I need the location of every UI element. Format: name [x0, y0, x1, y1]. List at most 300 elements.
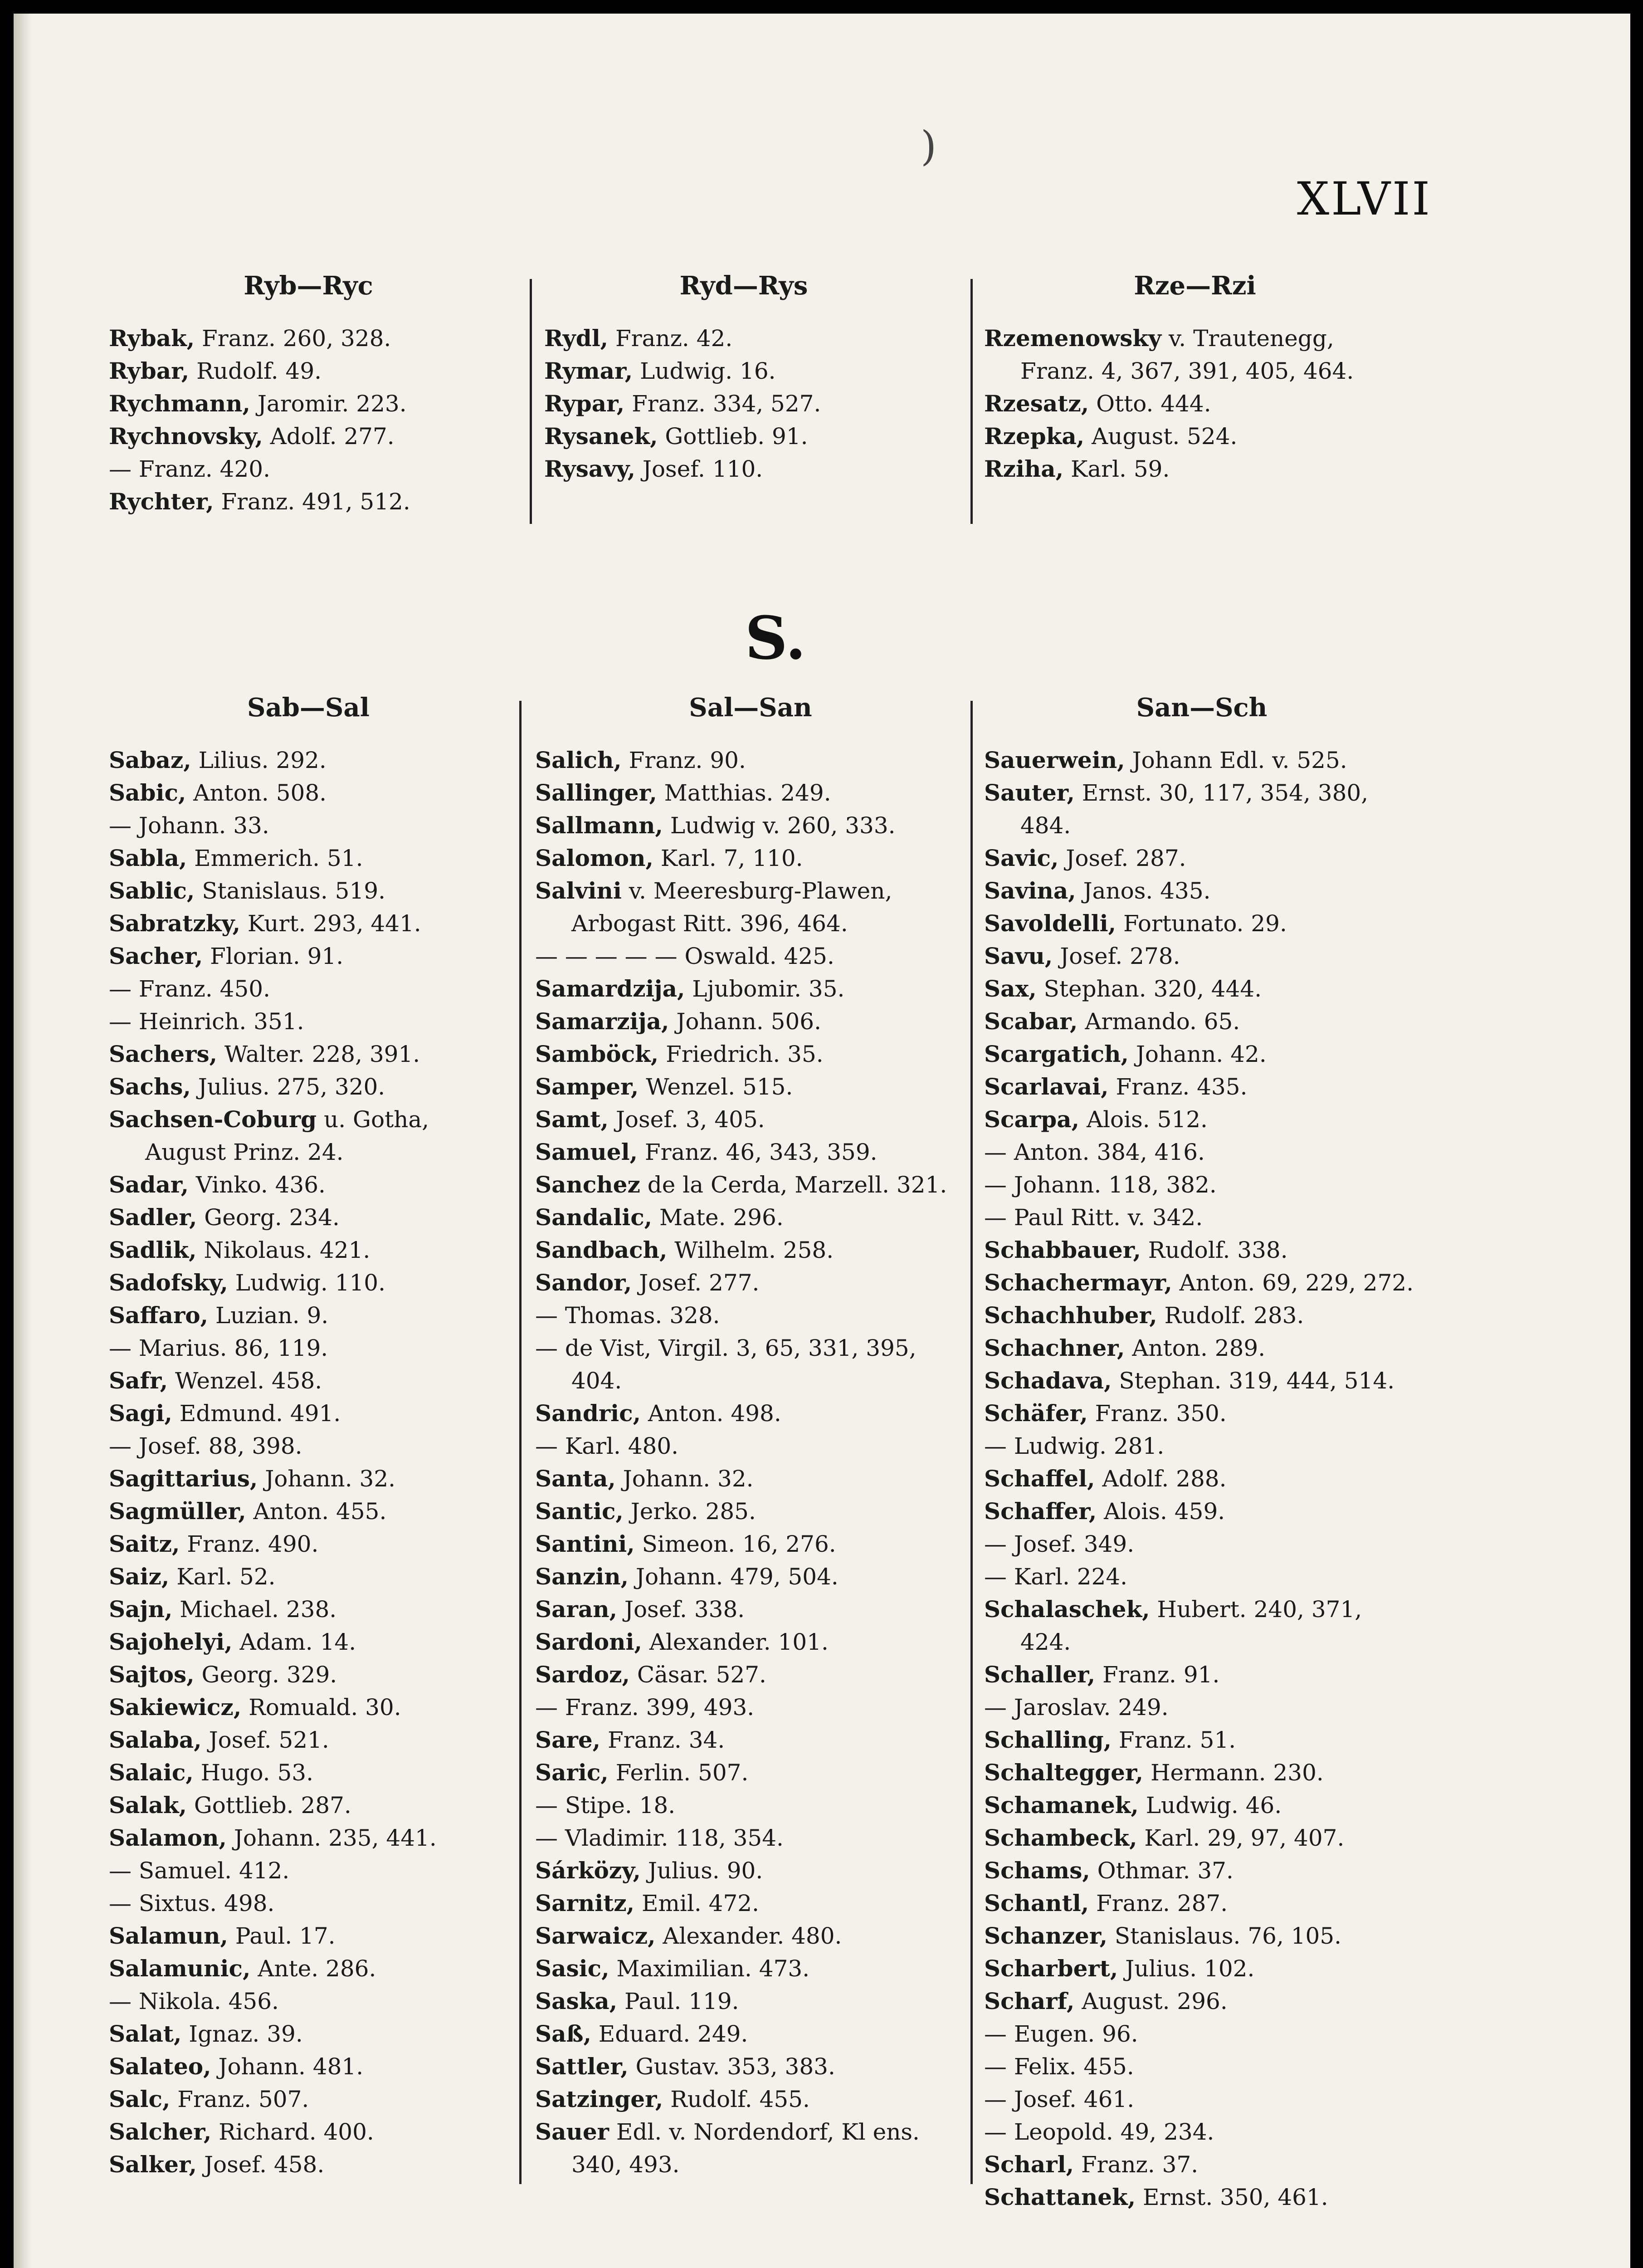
index-entry: [535, 1854, 966, 1887]
entry-surname: Rypar,: [544, 390, 625, 417]
entry-details: Anton. 69, 229, 272.: [1172, 1270, 1414, 1296]
index-entry: [109, 1462, 508, 1495]
index-entry: [535, 1724, 966, 1756]
entry-surname: Rybar,: [109, 357, 190, 384]
entry-details: Jerko. 285.: [623, 1498, 756, 1525]
entry-list: [984, 744, 1419, 2214]
index-entry: [109, 453, 508, 485]
entry-surname: Schabbauer,: [984, 1237, 1141, 1263]
entry-surname: Saran,: [535, 1596, 618, 1623]
index-entry: [984, 1038, 1419, 1070]
index-entry: [535, 1920, 966, 1952]
entry-details: — Anton. 384, 416.: [984, 1139, 1205, 1165]
index-entry: [109, 1299, 508, 1332]
bottom-column-2: [535, 689, 966, 2181]
index-entry: [535, 1626, 966, 1658]
entry-details: Wenzel. 458.: [168, 1368, 322, 1394]
entry-details: Rudolf. 283.: [1157, 1302, 1304, 1329]
index-entry: [535, 1462, 966, 1495]
entry-details: Karl. 52.: [169, 1564, 276, 1590]
entry-details: Karl. 7, 110.: [653, 845, 803, 871]
entry-list: [535, 744, 966, 2181]
index-entry: [535, 1299, 966, 1332]
index-entry: [109, 1528, 508, 1560]
entry-surname: Sachers,: [109, 1041, 218, 1067]
index-entry: [109, 2116, 508, 2148]
entry-details: Franz. 334, 527.: [624, 391, 821, 417]
entry-details: Romuald. 30.: [241, 1694, 401, 1721]
index-entry: [535, 1266, 966, 1299]
entry-surname: Samt,: [535, 1106, 609, 1133]
entry-details: Hubert. 240, 371, 424.: [1020, 1596, 1362, 1655]
entry-details: Johann. 481.: [211, 2053, 364, 2080]
entry-details: Janos. 435.: [1076, 878, 1211, 904]
entry-details: Franz. 507.: [170, 2086, 309, 2112]
entry-details: Karl. 29, 97, 407.: [1137, 1825, 1345, 1851]
entry-details: Rudolf. 49.: [189, 358, 322, 384]
entry-surname: Sadler,: [109, 1204, 197, 1231]
index-entry: [984, 1430, 1419, 1462]
entry-surname: Salamon,: [109, 1824, 227, 1851]
index-entry: [984, 842, 1419, 875]
entry-details: — Eugen. 96.: [984, 2021, 1138, 2047]
index-entry: [109, 1593, 508, 1626]
entry-surname: Schachner,: [984, 1334, 1125, 1361]
entry-surname: Saffaro,: [109, 1302, 209, 1329]
index-entry: [109, 1691, 508, 1724]
index-entry: [544, 355, 943, 387]
index-entry: [109, 1103, 508, 1168]
index-entry: [984, 1854, 1419, 1887]
entry-surname: Sanchez: [535, 1171, 640, 1198]
entry-list: [984, 322, 1406, 485]
entry-details: — Paul Ritt. v. 342.: [984, 1204, 1203, 1231]
entry-surname: Rzemenowsky: [984, 325, 1162, 352]
index-entry: [535, 1691, 966, 1724]
entry-details: Simeon. 16, 276.: [634, 1531, 836, 1557]
entry-surname: Sallinger,: [535, 779, 657, 806]
index-entry: [109, 1070, 508, 1103]
entry-surname: Schaltegger,: [984, 1759, 1144, 1786]
entry-details: August. 524.: [1084, 423, 1238, 450]
index-entry: [535, 1756, 966, 1789]
entry-surname: Schattanek,: [984, 2184, 1136, 2210]
index-entry: [535, 2018, 966, 2050]
entry-details: Matthias. 249.: [657, 780, 831, 806]
index-entry: [984, 1658, 1419, 1691]
entry-surname: Santa,: [535, 1465, 616, 1492]
entry-details: — Samuel. 412.: [109, 1857, 290, 1884]
entry-surname: Sare,: [535, 1726, 601, 1753]
column-head: Sab—Sal: [247, 693, 370, 723]
entry-details: Ernst. 30, 117, 354, 380, 484.: [1020, 780, 1369, 839]
entry-surname: Scargatich,: [984, 1041, 1129, 1067]
entry-details: Gustav. 353, 383.: [628, 2053, 835, 2080]
top-column-3: [984, 268, 1406, 485]
index-entry: [109, 973, 508, 1005]
index-entry: [535, 1985, 966, 2018]
entry-details: — Karl. 224.: [984, 1564, 1128, 1590]
entry-details: Josef. 338.: [617, 1596, 745, 1623]
index-entry: [109, 420, 508, 453]
entry-details: de la Cerda, Marzell. 321.: [640, 1172, 947, 1198]
entry-details: Paul. 119.: [617, 1988, 739, 2014]
entry-surname: Sandor,: [535, 1269, 632, 1296]
index-entry: [535, 1234, 966, 1266]
entry-details: — Heinrich. 351.: [109, 1008, 304, 1035]
entry-surname: Sandalic,: [535, 1204, 653, 1231]
entry-details: Hugo. 53.: [193, 1760, 313, 1786]
index-entry: [984, 744, 1419, 777]
index-entry: [109, 1658, 508, 1691]
entry-details: v. Trautenegg, Franz. 4, 367, 391, 405, 464.: [1020, 325, 1354, 384]
index-entry: [109, 322, 508, 355]
index-entry: [109, 1201, 508, 1234]
entry-details: Gottlieb. 287.: [186, 1792, 351, 1818]
entry-details: Adam. 14.: [232, 1629, 356, 1655]
entry-details: Julius. 275, 320.: [190, 1074, 385, 1100]
entry-details: Karl. 59.: [1063, 456, 1170, 482]
entry-surname: Salat,: [109, 2020, 182, 2047]
entry-surname: Rzepka,: [984, 423, 1085, 450]
entry-details: Friedrich. 35.: [658, 1041, 824, 1067]
entry-surname: Salich,: [535, 747, 622, 773]
index-entry: [535, 1168, 966, 1201]
entry-details: Anton. 498.: [641, 1400, 781, 1427]
index-entry: [984, 322, 1406, 387]
index-entry: [535, 1103, 966, 1136]
entry-surname: Salvini: [535, 877, 622, 904]
entry-surname: Sallmann,: [535, 812, 663, 839]
entry-details: Rudolf. 455.: [663, 2086, 810, 2112]
entry-surname: Schantl,: [984, 1890, 1089, 1916]
entry-surname: Scharf,: [984, 1988, 1075, 2014]
entry-surname: Salaba,: [109, 1726, 202, 1753]
column-divider: [530, 279, 532, 524]
entry-details: v. Meeresburg-Plawen, Arbogast Ritt. 396, 464.: [571, 878, 892, 937]
index-entry: [109, 1168, 508, 1201]
index-entry: [984, 453, 1406, 485]
entry-details: — Sixtus. 498.: [109, 1890, 275, 1916]
entry-details: Stanislaus. 519.: [195, 878, 385, 904]
index-entry: [109, 1266, 508, 1299]
entry-surname: Rzesatz,: [984, 390, 1089, 417]
entry-surname: Schaffel,: [984, 1465, 1095, 1492]
entry-details: Ludwig. 110.: [228, 1270, 386, 1296]
index-entry: [535, 1397, 966, 1430]
entry-surname: Sajohelyi,: [109, 1628, 233, 1655]
bottom-column-1: [109, 689, 508, 2181]
index-entry: [109, 1756, 508, 1789]
index-entry: [984, 1756, 1419, 1789]
index-entry: [984, 777, 1419, 842]
index-entry: [109, 1495, 508, 1528]
entry-surname: Sagi,: [109, 1400, 172, 1427]
index-entry: [109, 1005, 508, 1038]
index-entry: [984, 1691, 1419, 1724]
entry-details: Johann. 32.: [258, 1466, 396, 1492]
index-entry: [984, 1397, 1419, 1430]
index-entry: [535, 1822, 966, 1854]
entry-details: Anton. 455.: [246, 1498, 387, 1525]
entry-surname: Sattler,: [535, 2053, 629, 2080]
entry-surname: Schaffer,: [984, 1498, 1097, 1525]
entry-details: Luzian. 9.: [208, 1302, 329, 1329]
entry-surname: Salak,: [109, 1792, 187, 1818]
index-entry: [544, 387, 943, 420]
entry-details: Johann. 42.: [1128, 1041, 1267, 1067]
entry-details: Ludwig. 16.: [633, 358, 776, 384]
index-entry: [535, 875, 966, 940]
entry-surname: Sagittarius,: [109, 1465, 258, 1492]
entry-details: — Marius. 86, 119.: [109, 1335, 328, 1361]
index-entry: [109, 777, 508, 809]
entry-details: Maximilian. 473.: [609, 1955, 810, 1982]
index-entry: [535, 1887, 966, 1920]
index-entry: [984, 1168, 1419, 1201]
index-entry: [109, 1234, 508, 1266]
entry-details: Julius. 90.: [640, 1857, 763, 1884]
entry-details: Wilhelm. 258.: [667, 1237, 834, 1263]
entry-surname: Sachsen-Coburg: [109, 1106, 317, 1133]
entry-surname: Sax,: [984, 975, 1037, 1002]
entry-details: — Nikola. 456.: [109, 1988, 279, 2014]
index-entry: [984, 2148, 1419, 2181]
entry-surname: Saitz,: [109, 1530, 180, 1557]
entry-details: Georg. 329.: [194, 1662, 337, 1688]
index-entry: [984, 1332, 1419, 1364]
index-entry: [535, 1136, 966, 1168]
entry-details: — Josef. 88, 398.: [109, 1433, 302, 1459]
entry-details: Alexander. 101.: [642, 1629, 829, 1655]
entry-details: — Franz. 420.: [109, 456, 270, 482]
entry-surname: Salateo,: [109, 2053, 211, 2080]
entry-surname: Scarpa,: [984, 1106, 1080, 1133]
entry-surname: Savina,: [984, 877, 1076, 904]
entry-surname: Schanzer,: [984, 1922, 1107, 1949]
index-entry: [984, 2018, 1419, 2050]
entry-surname: Schambeck,: [984, 1824, 1137, 1851]
index-entry: [109, 907, 508, 940]
entry-details: Alois. 459.: [1097, 1498, 1225, 1525]
entry-details: Edmund. 491.: [172, 1400, 341, 1427]
entry-surname: Samarzija,: [535, 1008, 669, 1035]
index-entry: [984, 1952, 1419, 1985]
entry-surname: Salker,: [109, 2151, 197, 2178]
index-entry: [109, 744, 508, 777]
entry-surname: Sauerwein,: [984, 747, 1125, 773]
entry-details: — Jaroslav. 249.: [984, 1694, 1169, 1721]
entry-details: Josef. 458.: [197, 2151, 325, 2178]
entry-surname: Savoldelli,: [984, 910, 1116, 937]
entry-details: — — — — — Oswald. 425.: [535, 943, 834, 969]
index-entry: [535, 1495, 966, 1528]
column-divider: [519, 701, 522, 2184]
entry-surname: Saska,: [535, 1988, 618, 2014]
entry-surname: Sabla,: [109, 845, 187, 871]
entry-details: Josef. 521.: [201, 1727, 329, 1753]
entry-surname: Schäfer,: [984, 1400, 1088, 1427]
entry-surname: Scarlavai,: [984, 1073, 1109, 1100]
entry-details: Rudolf. 338.: [1141, 1237, 1288, 1263]
entry-details: — Franz. 450.: [109, 976, 270, 1002]
index-entry: [109, 1332, 508, 1364]
entry-surname: Safr,: [109, 1367, 168, 1394]
entry-surname: Samper,: [535, 1073, 639, 1100]
entry-surname: Salc,: [109, 2086, 171, 2112]
entry-surname: Sabic,: [109, 779, 186, 806]
entry-details: Anton. 508.: [186, 780, 327, 806]
index-entry: [535, 1528, 966, 1560]
entry-surname: Santic,: [535, 1498, 624, 1525]
column-head: Ryb—Ryc: [244, 271, 373, 301]
index-entry: [535, 2116, 966, 2181]
index-entry: [535, 1789, 966, 1822]
stray-mark: ): [921, 122, 937, 170]
entry-details: Franz. 42.: [608, 325, 733, 352]
index-entry: [984, 1005, 1419, 1038]
index-entry: [535, 809, 966, 842]
entry-surname: Saric,: [535, 1759, 609, 1786]
entry-details: Johann. 32.: [615, 1466, 754, 1492]
entry-details: Othmar. 37.: [1090, 1857, 1233, 1884]
index-entry: [984, 1201, 1419, 1234]
entry-surname: Salamunic,: [109, 1955, 251, 1982]
index-entry: [984, 973, 1419, 1005]
index-entry: [109, 387, 508, 420]
index-entry: [109, 809, 508, 842]
entry-details: Franz. 91.: [1095, 1662, 1220, 1688]
entry-surname: Sauter,: [984, 779, 1075, 806]
entry-surname: Sagmüller,: [109, 1498, 246, 1525]
entry-surname: Scharl,: [984, 2151, 1074, 2178]
index-entry: [109, 485, 508, 518]
column-head: Ryd—Rys: [679, 271, 808, 301]
index-entry: [984, 387, 1406, 420]
index-entry: [535, 777, 966, 809]
entry-details: Franz. 491, 512.: [214, 489, 410, 515]
entry-details: Anton. 289.: [1125, 1335, 1266, 1361]
index-entry: [109, 1724, 508, 1756]
index-entry: [535, 1593, 966, 1626]
top-column-2: [544, 268, 943, 485]
entry-details: Eduard. 249.: [591, 2021, 748, 2047]
index-entry: [535, 973, 966, 1005]
entry-details: Mate. 296.: [652, 1204, 784, 1231]
entry-surname: Schalaschek,: [984, 1596, 1150, 1623]
index-entry: [984, 940, 1419, 973]
entry-surname: Sarnitz,: [535, 1890, 635, 1916]
entry-details: Johann Edl. v. 525.: [1125, 747, 1347, 773]
index-entry: [109, 1364, 508, 1397]
entry-details: Johann. 479, 504.: [629, 1564, 839, 1590]
index-entry: [109, 2148, 508, 2181]
entry-details: Franz. 435.: [1108, 1074, 1248, 1100]
index-entry: [535, 940, 966, 973]
column-head: San—Sch: [1136, 693, 1268, 723]
entry-surname: Satzinger,: [535, 2086, 663, 2112]
index-entry: [109, 355, 508, 387]
entry-details: Florian. 91.: [203, 943, 344, 969]
index-entry: [109, 1952, 508, 1985]
entry-details: Stephan. 319, 444, 514.: [1112, 1368, 1395, 1394]
entry-details: — de Vist, Virgil. 3, 65, 331, 395, 404.: [535, 1335, 917, 1394]
entry-details: Johann. 235, 441.: [226, 1825, 437, 1851]
entry-surname: Rybak,: [109, 325, 195, 352]
index-entry: [544, 322, 943, 355]
entry-surname: Samardzija,: [535, 975, 685, 1002]
document-page: [14, 14, 1630, 2268]
entry-surname: Sandbach,: [535, 1237, 668, 1263]
index-entry: [984, 2083, 1419, 2116]
entry-details: Josef. 277.: [632, 1270, 760, 1296]
entry-details: Stanislaus. 76, 105.: [1107, 1923, 1342, 1949]
index-entry: [984, 1985, 1419, 2018]
column-head: Sal—San: [689, 693, 812, 723]
entry-details: Jaromir. 223.: [250, 391, 407, 417]
index-entry: [109, 1985, 508, 2018]
entry-details: Franz. 37.: [1074, 2151, 1199, 2178]
entry-details: Armando. 65.: [1077, 1008, 1240, 1035]
entry-details: Johann. 506.: [669, 1008, 822, 1035]
entry-surname: Saß,: [535, 2020, 591, 2047]
entry-surname: Schaller,: [984, 1661, 1096, 1688]
page-number: XLVII: [1297, 172, 1432, 225]
index-entry: [109, 1038, 508, 1070]
section-letter: S.: [745, 603, 806, 673]
entry-surname: Salomon,: [535, 845, 653, 871]
index-entry: [535, 2083, 966, 2116]
entry-surname: Scharbert,: [984, 1955, 1118, 1982]
entry-details: Ludwig v. 260, 333.: [663, 812, 896, 839]
entry-details: Gottlieb. 91.: [658, 423, 808, 450]
entry-details: Ludwig. 46.: [1138, 1792, 1282, 1818]
entry-details: Franz. 51.: [1112, 1727, 1236, 1753]
entry-details: — Karl. 480.: [535, 1433, 679, 1459]
entry-details: Alois. 512.: [1079, 1106, 1208, 1133]
entry-details: Lilius. 292.: [191, 747, 327, 773]
entry-surname: Sarwaicz,: [535, 1922, 656, 1949]
entry-details: Ernst. 350, 461.: [1136, 2184, 1328, 2210]
entry-details: — Johann. 118, 382.: [984, 1172, 1217, 1198]
bottom-column-3: [984, 689, 1419, 2214]
index-entry: [535, 1332, 966, 1397]
entry-list: [544, 322, 943, 485]
index-entry: [535, 1201, 966, 1234]
column-divider: [970, 701, 973, 2184]
index-entry: [984, 1234, 1419, 1266]
entry-details: Franz. 260, 328.: [195, 325, 391, 352]
index-entry: [109, 875, 508, 907]
entry-details: Stephan. 320, 444.: [1036, 976, 1262, 1002]
entry-surname: Sajn,: [109, 1596, 173, 1623]
index-entry: [544, 453, 943, 485]
entry-surname: Salamun,: [109, 1922, 228, 1949]
entry-details: Franz. 350.: [1087, 1400, 1227, 1427]
entry-surname: Rymar,: [544, 357, 633, 384]
index-entry: [535, 744, 966, 777]
index-entry: [109, 2083, 508, 2116]
entry-details: Richard. 400.: [211, 2119, 374, 2145]
index-entry: [984, 2181, 1419, 2214]
index-entry: [984, 1920, 1419, 1952]
index-entry: [535, 1658, 966, 1691]
index-entry: [535, 1952, 966, 1985]
entry-surname: Samuel,: [535, 1139, 638, 1165]
index-entry: [109, 1560, 508, 1593]
index-entry: [984, 1103, 1419, 1136]
index-entry: [984, 1070, 1419, 1103]
